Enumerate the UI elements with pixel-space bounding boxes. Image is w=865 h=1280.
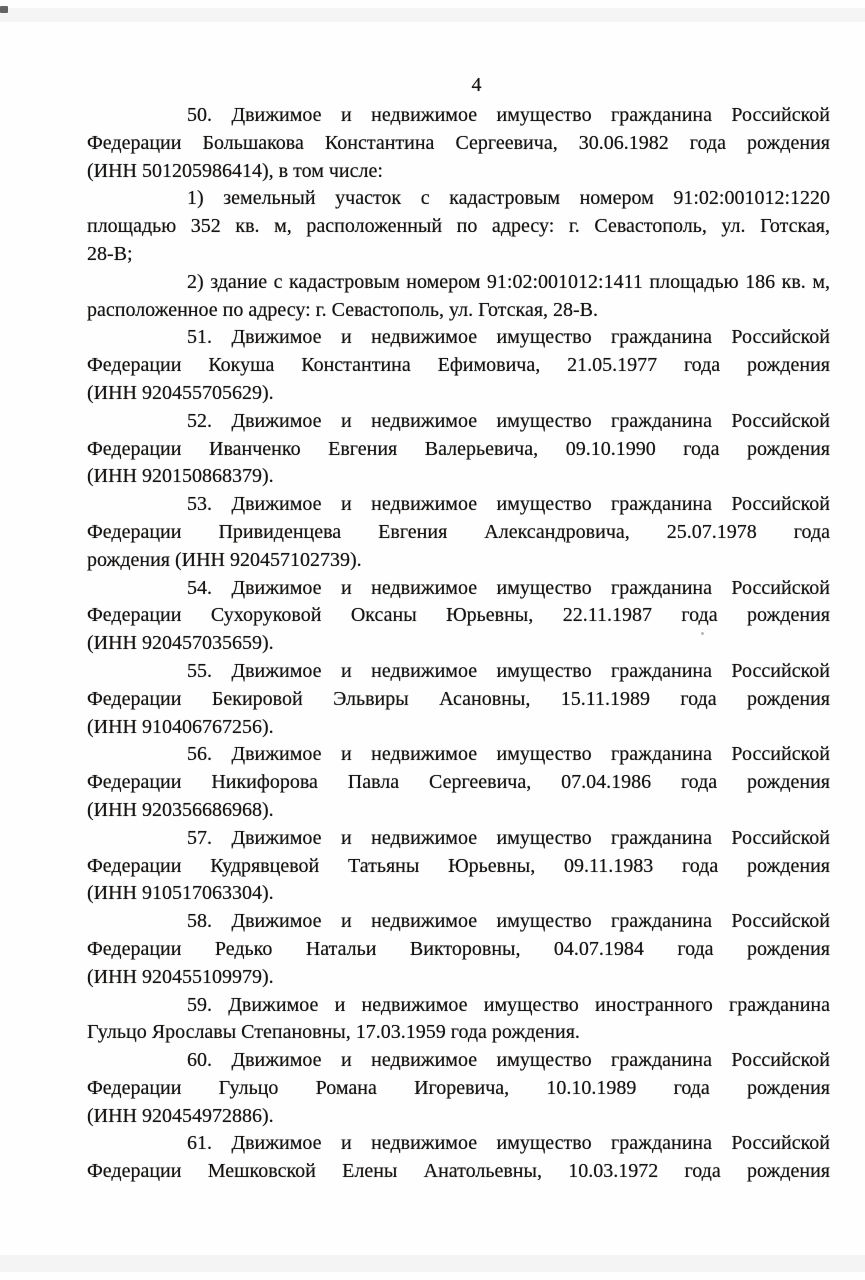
text-line: (ИНН 910406767256).	[87, 715, 274, 738]
text-line: расположенное по адресу: г. Севастополь, ул. Готская, 28-В.	[87, 298, 599, 321]
text-line: Федерации Редько Натальи Викторовны, 04.07.1984 года рождения	[87, 937, 830, 960]
paragraph-item-59	[87, 992, 830, 1048]
scan-artifact-top-band	[0, 8, 865, 22]
text-line: 59. Движимое и недвижимое имущество иностранного гражданина	[187, 993, 830, 1016]
paragraph-subitem-1	[87, 185, 830, 268]
text-line: Федерации Большакова Константина Сергеевича, 30.06.1982 года рождения	[87, 131, 830, 154]
text-line: Федерации Гульцо Романа Игоревича, 10.10.1989 года рождения	[87, 1076, 830, 1099]
text-line: 57. Движимое и недвижимое имущество гражданина Российской	[187, 826, 830, 849]
paragraph-item-56	[87, 741, 830, 824]
paragraph-item-60	[87, 1047, 830, 1130]
paragraph-item-54	[87, 575, 830, 658]
text-line: 55. Движимое и недвижимое имущество гражданина Российской	[187, 659, 830, 682]
text-line: (ИНН 501205986414), в том числе:	[87, 159, 383, 182]
text-line: рождения (ИНН 920457102739).	[87, 548, 362, 571]
text-line: 61. Движимое и недвижимое имущество гражданина Российской	[187, 1132, 830, 1155]
text-line: 1) земельный участок с кадастровым номером 91:02:001012:1220	[187, 187, 830, 210]
page-number: 4	[471, 74, 482, 96]
text-line: Федерации Кудрявцевой Татьяны Юрьевны, 09.11.1983 года рождения	[87, 854, 830, 877]
text-line: площадью 352 кв. м, расположенный по адресу: г. Севастополь, ул. Готская,	[87, 215, 830, 238]
document-body	[87, 102, 830, 1186]
text-line: 53. Движимое и недвижимое имущество гражданина Российской	[187, 493, 830, 516]
text-line: Федерации Никифорова Павла Сергеевича, 07.04.1986 года рождения	[87, 771, 830, 794]
text-line: 58. Движимое и недвижимое имущество гражданина Российской	[187, 910, 830, 933]
text-line: (ИНН 920455109979).	[87, 965, 274, 988]
text-line: Федерации Привиденцева Евгения Александровича, 25.07.1978 года	[87, 520, 830, 543]
text-line: 56. Движимое и недвижимое имущество гражданина Российской	[187, 743, 830, 766]
paragraph-item-53	[87, 491, 830, 574]
paragraph-item-51	[87, 324, 830, 407]
text-line: 50. Движимое и недвижимое имущество гражданина Российской	[187, 104, 830, 126]
text-line: 52. Движимое и недвижимое имущество гражданина Российской	[187, 409, 830, 432]
paragraph-subitem-2	[87, 269, 830, 325]
text-line: 28-В;	[87, 242, 133, 265]
text-line: 51. Движимое и недвижимое имущество гражданина Российской	[187, 326, 830, 349]
text-line: (ИНН 910517063304).	[87, 882, 274, 905]
text-line: Федерации Бекировой Эльвиры Асановны, 15.11.1989 года рождения	[87, 687, 830, 710]
text-line: Федерации Мешковской Елены Анатольевны, 10.03.1972 года рождения	[87, 1160, 830, 1183]
text-line: (ИНН 920455705629).	[87, 381, 274, 404]
text-line: (ИНН 920454972886).	[87, 1104, 274, 1127]
text-line: Федерации Кокуша Константина Ефимовича, 21.05.1977 года рождения	[87, 354, 830, 377]
text-line: Гульцо Ярославы Степановны, 17.03.1959 года рождения.	[87, 1021, 580, 1044]
scan-artifact-bottom-band	[0, 1255, 865, 1272]
text-line: 2) здание с кадастровым номером 91:02:001012:1411 площадью 186 кв. м,	[187, 270, 830, 293]
text-line: Федерации Сухоруковой Оксаны Юрьевны, 22.11.1987 года рождения	[87, 604, 830, 627]
scan-artifact-speck	[0, 6, 8, 13]
text-line: (ИНН 920356686968).	[87, 798, 274, 821]
paragraph-item-58	[87, 908, 830, 991]
text-line: (ИНН 920457035659).	[87, 632, 274, 655]
paragraph-item-61	[87, 1130, 830, 1186]
paragraph-item-55	[87, 658, 830, 741]
paragraph-item-50	[87, 102, 830, 185]
text-line: (ИНН 920150868379).	[87, 465, 274, 488]
text-line: 60. Движимое и недвижимое имущество гражданина Российской	[187, 1049, 830, 1072]
text-line: Федерации Иванченко Евгения Валерьевича, 09.10.1990 года рождения	[87, 437, 830, 460]
text-line: 54. Движимое и недвижимое имущество гражданина Российской	[187, 576, 830, 599]
paragraph-item-52	[87, 408, 830, 491]
paragraph-item-57	[87, 825, 830, 908]
